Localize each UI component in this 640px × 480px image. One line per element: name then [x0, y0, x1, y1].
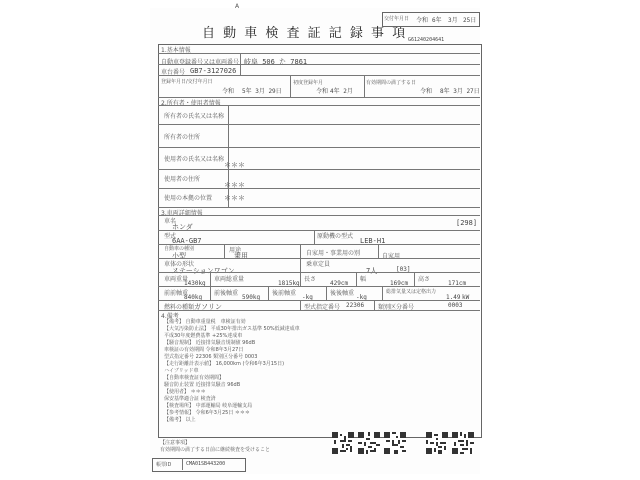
private-value: 自家用 [382, 253, 401, 260]
rear2-axle-label: 後前軸重 [272, 290, 297, 297]
remark-line: 【使用者】 ＊＊＊ [164, 389, 206, 395]
rear2-axle-value: -kg [302, 294, 313, 301]
mid-label: 初度登録年月 [293, 80, 324, 86]
shape-value: ステーションワゴン [172, 267, 235, 275]
remark-line: 平成30年度燃費基準 +25%達成車 [164, 333, 243, 339]
fuel-value: ガソリン [194, 303, 222, 311]
inspection-certificate-sheet [150, 3, 480, 474]
qr-code-4 [426, 432, 448, 454]
user-name-value: ＊＊＊ [224, 161, 245, 169]
chassis-label: 車台番号 [161, 69, 186, 76]
kind-value: 小型 [172, 252, 186, 260]
capacity-code: [03] [396, 266, 411, 273]
qr-code-1 [332, 432, 354, 454]
maker-label: 車名 [164, 218, 177, 225]
displacement-value: 1.49 [446, 294, 461, 301]
qr-code-2 [358, 432, 380, 454]
note-text: 有効期間の満了する日前に継続検査を受けること [160, 447, 271, 453]
rear3-axle-value: -kg [356, 294, 367, 301]
use-label: 用途 [229, 247, 242, 254]
section1-heading: 1.基本情報 [161, 47, 191, 54]
remark-line: 【自動車検査証有効期間】 [164, 375, 225, 381]
type-number-value: 22306 [346, 302, 365, 309]
rear-axle-value: 590kg [242, 294, 261, 301]
note-heading: 【注意事項】 [160, 440, 191, 446]
remark-line: 【備考】 自動車重量税 車検証有効 [164, 319, 246, 325]
issue-month: 3月 [448, 17, 458, 24]
mid-date: 4年 2月 [330, 88, 353, 95]
base-location-value: ＊＊＊ [224, 194, 245, 202]
remark-line: ハイブリッド車 [164, 368, 199, 374]
front-axle-label: 前前軸重 [164, 290, 189, 297]
gross-weight-value: 1815kg [278, 280, 300, 287]
section4-heading: 4.備考 [161, 313, 179, 320]
capacity-label: 乗車定員 [306, 261, 331, 268]
remark-line: 車検証の有効期間 令和8年3月27日 [164, 347, 244, 353]
remark-line: 【検査場所】 中部運輸局 岐阜運輸支局 [164, 403, 253, 409]
remark-line: 【大気汚染防止法】 平成30年排出ガス基準 50%低減達成車 [164, 326, 300, 332]
displacement-label: 総排気量又は定格出力 [386, 289, 437, 295]
rear3-axle-label: 後後軸重 [330, 290, 355, 297]
kind-label: 自動車の種別 [164, 246, 195, 252]
expiry-era: 令和 [420, 88, 433, 95]
expiry-label: 有効期間の満了する日 [366, 80, 417, 86]
engine-label: 原動機の型式 [317, 233, 354, 240]
remark-line: 【備考】 以上 [164, 417, 196, 423]
fuel-label: 燃料の種類 [164, 304, 195, 311]
first-reg-era: 令和 [222, 88, 235, 95]
issue-date-label: 交付年月日 [384, 16, 410, 22]
remarks-block [164, 319, 300, 424]
form-id-label: 帳票ID [156, 462, 172, 468]
user-address-label: 使用者の住所 [164, 176, 201, 183]
rear-axle-label: 前後軸重 [214, 290, 239, 297]
owner-name-label: 所有者の氏名又は名称 [164, 113, 225, 120]
issue-year: 6年 [432, 17, 442, 24]
displacement-unit: kW [462, 294, 470, 301]
class-number-value: 0003 [448, 302, 463, 309]
class-number-label: 類別区分番号 [378, 304, 415, 311]
section3-heading: 3.車両詳細情報 [161, 210, 203, 217]
plate-value: 岐阜 506 た 7861 [244, 58, 308, 66]
remark-line: 【騒音規制】 近接排気騒音規制値 96dB [164, 340, 256, 346]
model-value: 6AA-GB7 [172, 237, 202, 245]
remark-line: 型式指定番号 22306 類別区分番号 0003 [164, 354, 258, 360]
gross-weight-label: 車両総重量 [214, 276, 245, 283]
type-number-label: 型式指定番号 [304, 304, 341, 311]
form-id-value: CMA01SB443200 [186, 461, 226, 467]
engine-value: LEB-H1 [360, 237, 386, 245]
maker-code: [298] [456, 219, 478, 227]
document-title: 自 動 車 検 査 証 記 録 事 項 [202, 26, 408, 41]
chassis-value: GB7-3127026 [190, 67, 237, 75]
user-name-label: 使用者の氏名又は名称 [164, 156, 225, 163]
owner-address-label: 所有者の住所 [164, 134, 201, 141]
qr-code-5 [452, 432, 474, 454]
plate-label: 自動車登録番号又は車両番号 [161, 59, 240, 66]
issue-day: 25日 [463, 17, 477, 24]
width-value: 169cm [390, 280, 409, 287]
first-reg-date: 5年 3月 29日 [242, 88, 282, 95]
remark-line: 【走行距離計表示値】 16,000km (令和6年3月15日) [164, 361, 285, 367]
expiry-date: 8年 3月 27日 [440, 88, 480, 95]
qr-code-3 [384, 432, 406, 454]
use-value: 乗用 [234, 252, 248, 260]
maker-value: ホンダ [172, 223, 193, 231]
user-address-value: ＊＊＊ [224, 181, 245, 189]
private-label: 自家用・事業用の別 [306, 250, 361, 257]
length-label: 長さ [304, 276, 317, 283]
base-location-label: 使用の本拠の位置 [164, 195, 213, 202]
remark-line: 騒音防止装置 近接排気騒音 96dB [164, 382, 241, 388]
document-number: G61240204641 [408, 37, 445, 43]
model-label: 型式 [164, 233, 177, 240]
capacity-value: 7人 [366, 267, 378, 275]
shape-label: 車体の形状 [164, 261, 195, 268]
height-label: 高さ [418, 276, 431, 283]
remark-line: 保安基準適合証 検査済 [164, 396, 216, 402]
first-reg-label: 登録年月日/交付年月日 [161, 79, 213, 85]
length-value: 429cm [330, 280, 349, 287]
weight-label: 車両重量 [164, 276, 189, 283]
weight-value: 1430kg [184, 280, 206, 287]
height-value: 171cm [448, 280, 467, 287]
issue-era: 令和 [416, 17, 429, 24]
front-axle-value: 840kg [184, 294, 203, 301]
mid-era: 令和 [316, 88, 329, 95]
header-mark: A [235, 3, 240, 10]
width-label: 幅 [360, 276, 367, 283]
section2-heading: 2.所有者・使用者情報 [161, 100, 221, 107]
remark-line: 【参考情報】 令和6年3月25日 ＊＊＊ [164, 410, 250, 416]
